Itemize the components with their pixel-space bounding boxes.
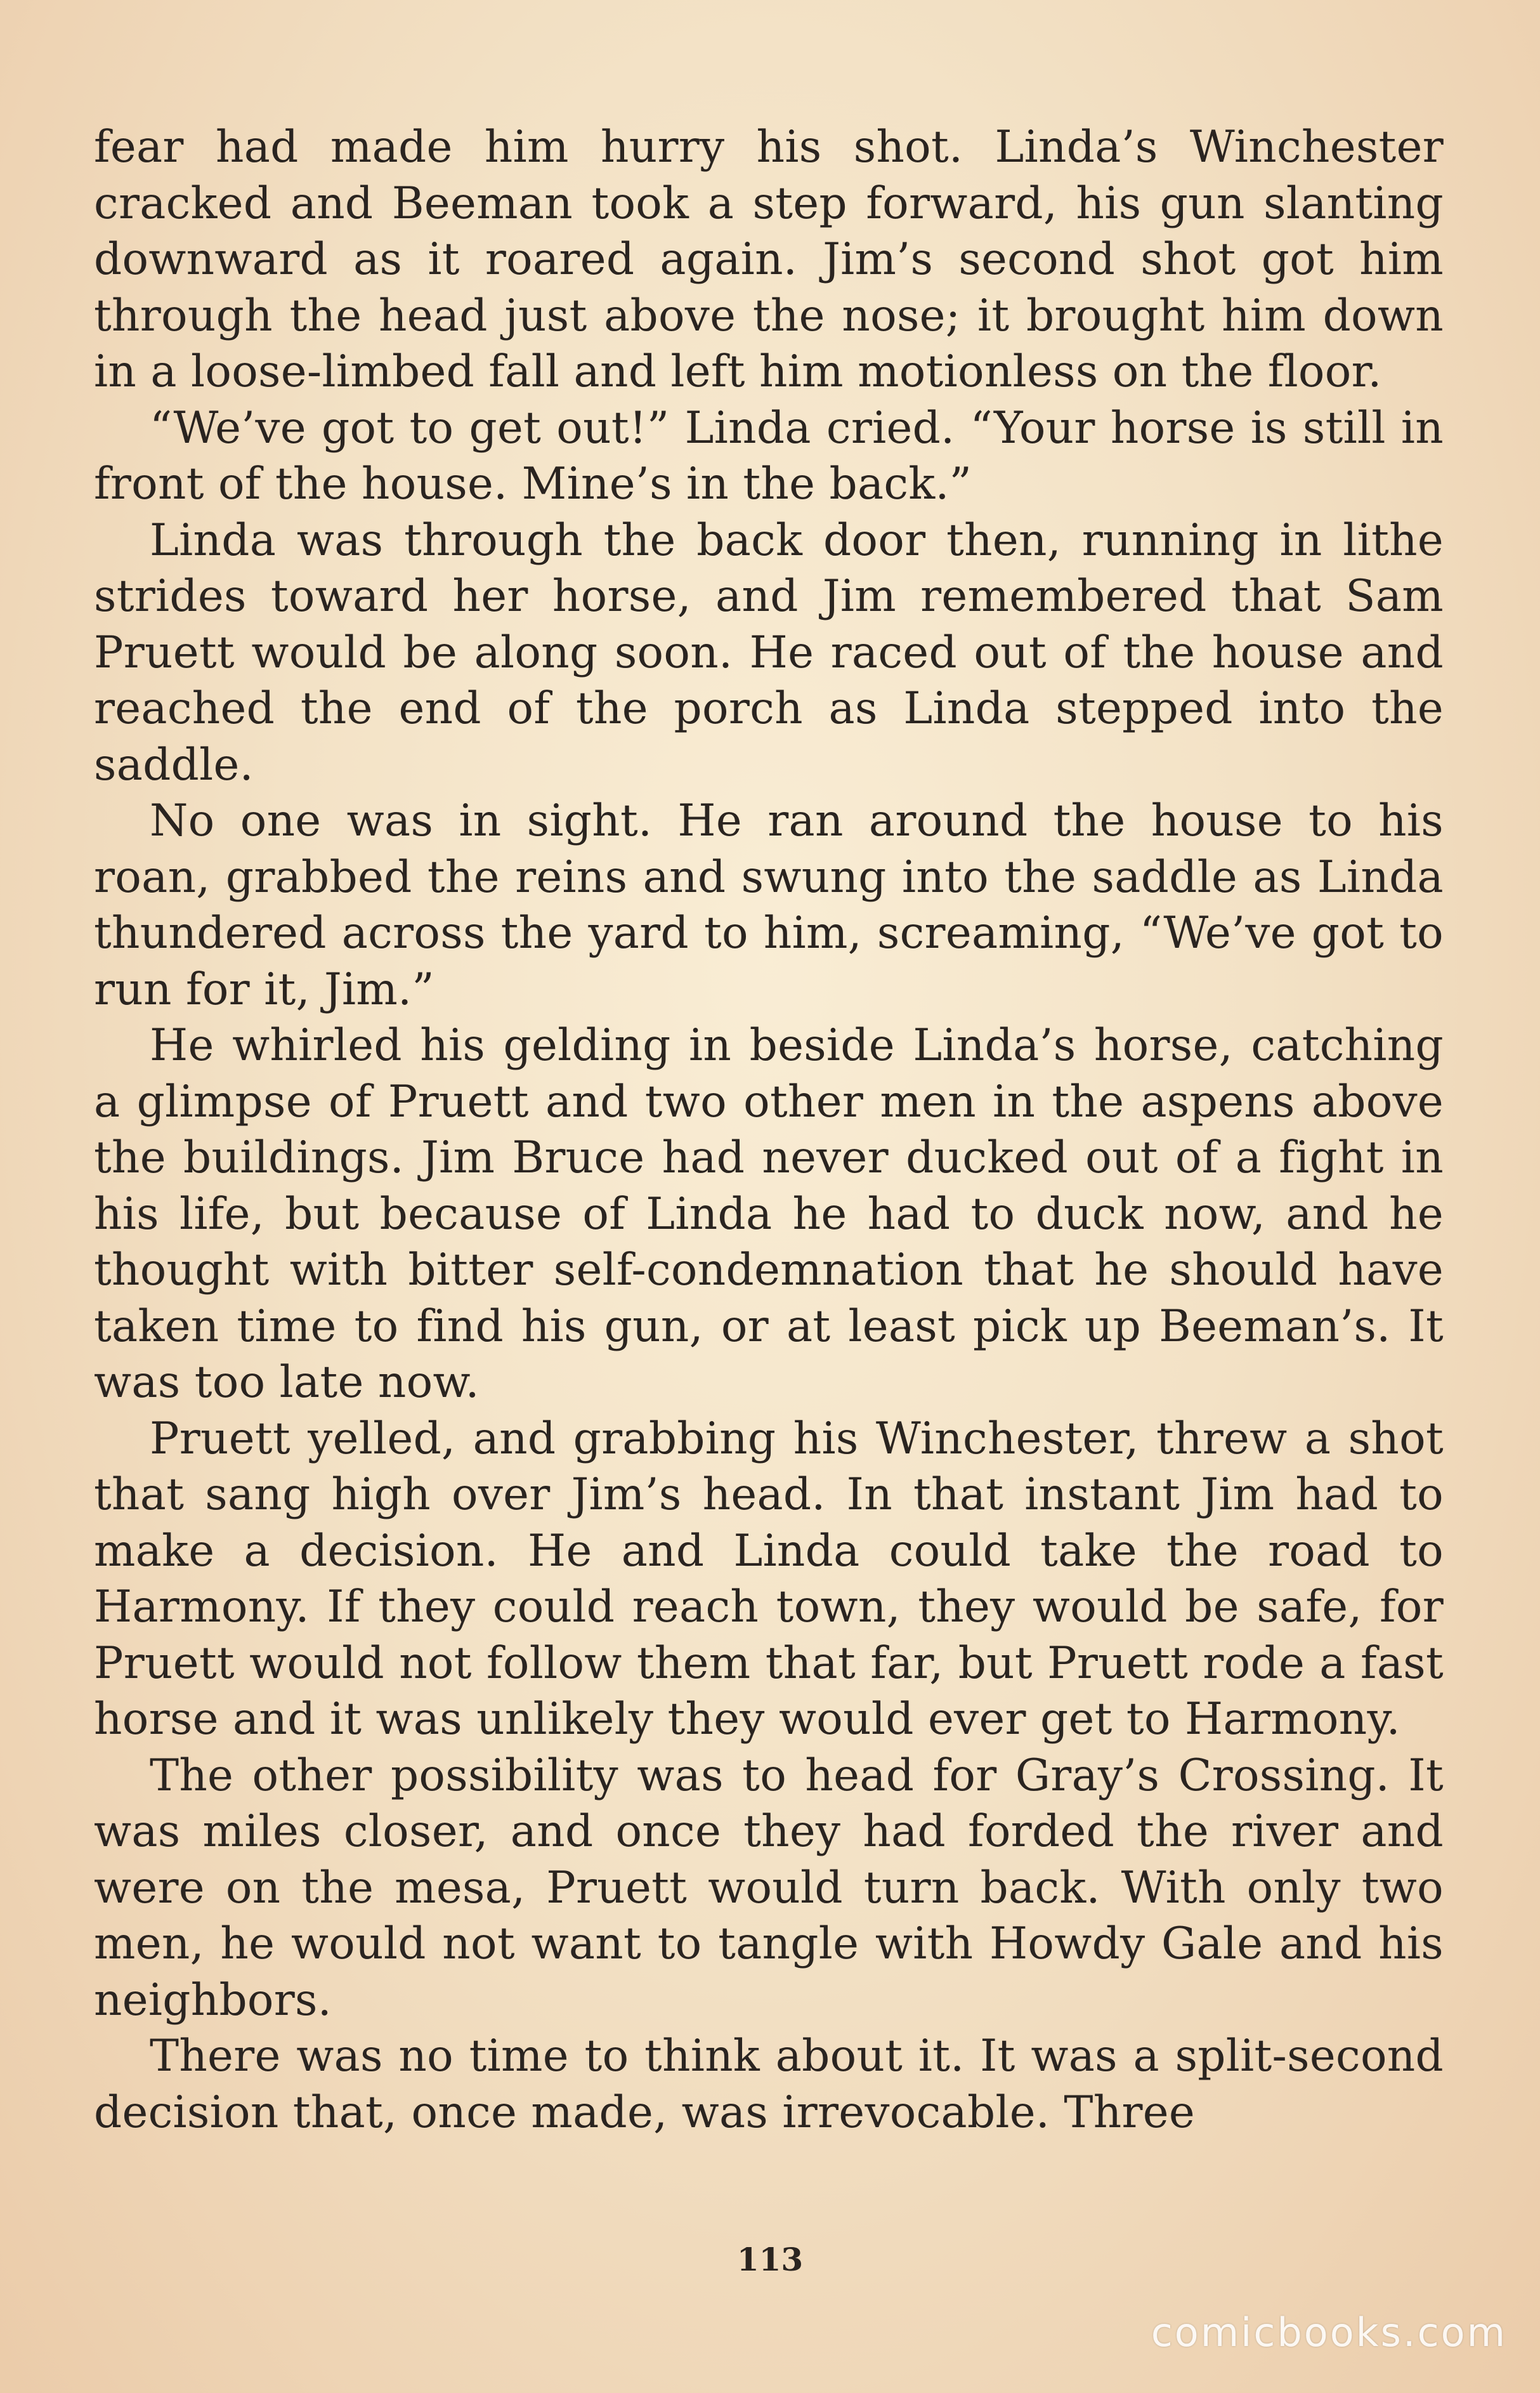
paragraph-4: No one was in sight. He ran around the house to his roan, grabbed the reins and swung into the saddle as Linda thundered across the yard to him, screaming, “We’ve got to run for it, Jim.” <box>94 796 1444 1015</box>
paragraph-6: Pruett yelled, and grabbing his Winchester, threw a shot that sang high over Jim’s head. In that instant Jim had to make a decision. He and Linda could take the road to Harmony. If they could reach town, they would be safe, for Pruett would not follow them that far, but Pruett rode a fast horse and it was unlikely they would ever get to Harmony. <box>94 1413 1444 1745</box>
page-number: 113 <box>736 2241 804 2278</box>
paragraph-1: fear had made him hurry his shot. Linda’s Winchester cracked and Beeman took a step forward, his gun slanting downward as it roared again. Jim’s second shot got him through the head just above the nose; it brought him down in a loose-limbed fall and left him motionless on the floor. <box>94 122 1444 397</box>
paragraph-3: Linda was through the back door then, running in lithe strides toward her horse, and Jim remembered that Sam Pruett would be along soon. He raced out of the house and reached the end of the porch as Linda stepped into the saddle. <box>94 515 1444 790</box>
paragraph-8: There was no time to think about it. It was a split-second decision that, once made, was irrevocable. Three <box>94 2031 1444 2138</box>
paragraph-5: He whirled his gelding in beside Linda’s horse, catching a glimpse of Pruett and two other men in the aspens above the buildings. Jim Bruce had never ducked out of a fight in his life, but because of Linda he had to duck now, and he thought with bitter self-condemnation that he should have taken time to find his gun, or at least pick up Beeman’s. It was too late now. <box>94 1020 1444 1408</box>
body-text <box>94 119 1444 2141</box>
paragraph-7: The other possibility was to head for Gray’s Crossing. It was miles closer, and once they had forded the river and were on the mesa, Pruett would turn back. With only two men, he would not want to tangle with Howdy Gale and his neighbors. <box>94 1750 1444 2026</box>
paragraph-2: “We’ve got to get out!” Linda cried. “Your horse is still in front of the house. Mine’s in the back.” <box>94 402 1444 509</box>
watermark: comicbooks.com <box>1151 2309 1507 2356</box>
